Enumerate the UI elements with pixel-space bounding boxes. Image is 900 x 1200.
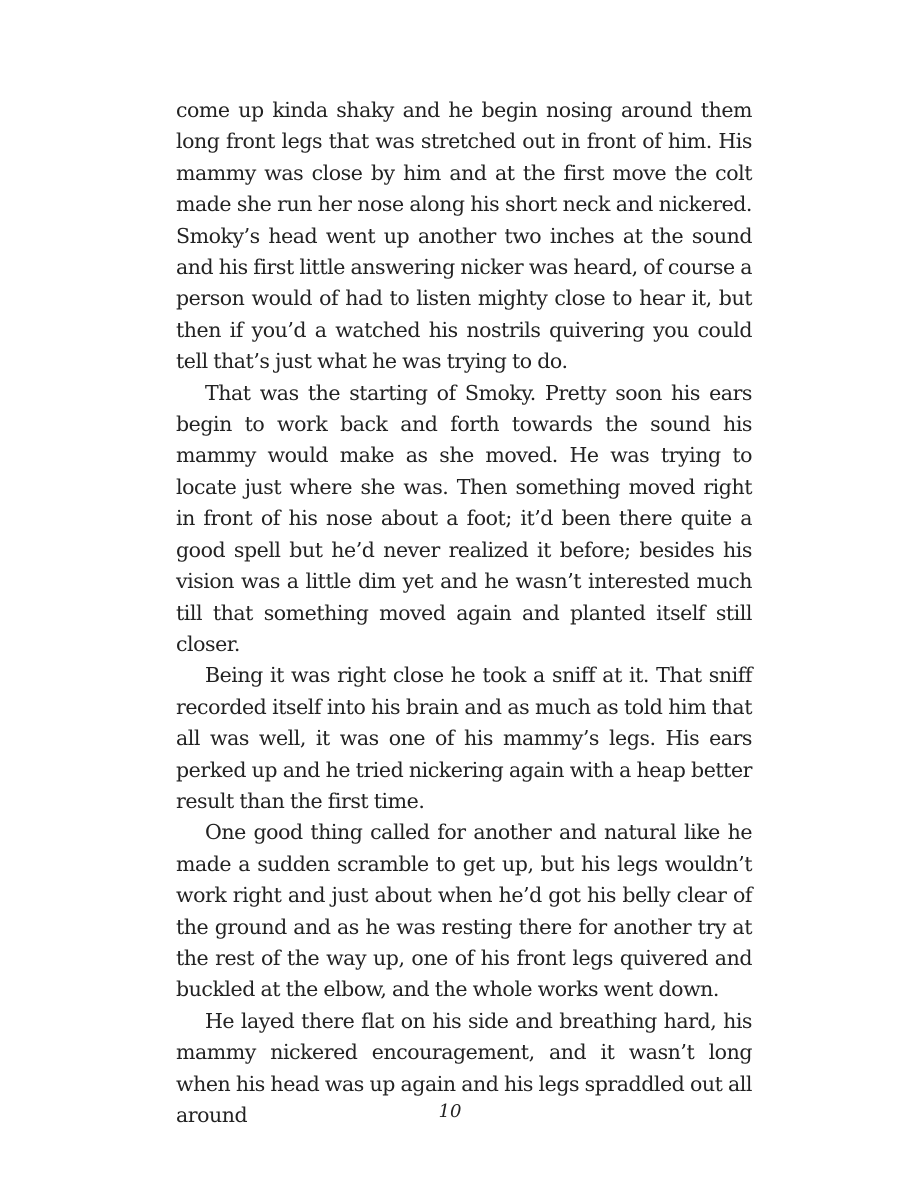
body-text	[176, 95, 752, 1131]
paragraph-5: He layed there flat on his side and breathing hard, his mammy nickered encouragement, and it wasn’t long when his head was up again and his legs spraddled out all around	[176, 1008, 752, 1127]
paragraph-3: Being it was right close he took a sniff at it. That sniff recorded itself into his brain and as much as told him that all was well, it was one of his mammy’s legs. His ears perked up and he tried nickering again with a heap better result than the first time.	[176, 663, 752, 813]
page-number: 10	[438, 1101, 462, 1122]
paragraph-4: One good thing called for another and natural like he made a sudden scramble to get up, but his legs wouldn’t work right and just about when he’d got his belly clear of the ground and as he was resting there for another try at the rest of the way up, one of his front legs quivered and buckled at the elbow, and the whole works went down.	[176, 820, 752, 1002]
paragraph-1: come up kinda shaky and he begin nosing around them long front legs that was stretched out in front of him. His mammy was close by him and at the first move the colt made she run her nose along his short neck and nickered. Smoky’s head went up another two inches at the sound and his first little answering nicker was heard, of course a person would of had to listen mighty close to hear it, but then if you’d a watched his nostrils quivering you could tell that’s just what he was trying to do.	[176, 98, 752, 374]
paragraph-2: That was the starting of Smoky. Pretty soon his ears begin to work back and forth towards the sound his mammy would make as she moved. He was trying to locate just where she was. Then something moved right in front of his nose about a foot; it’d been there quite a good spell but he’d never realized it before; besides his vision was a little dim yet and he wasn’t interested much till that something moved again and planted itself still closer.	[176, 380, 752, 656]
